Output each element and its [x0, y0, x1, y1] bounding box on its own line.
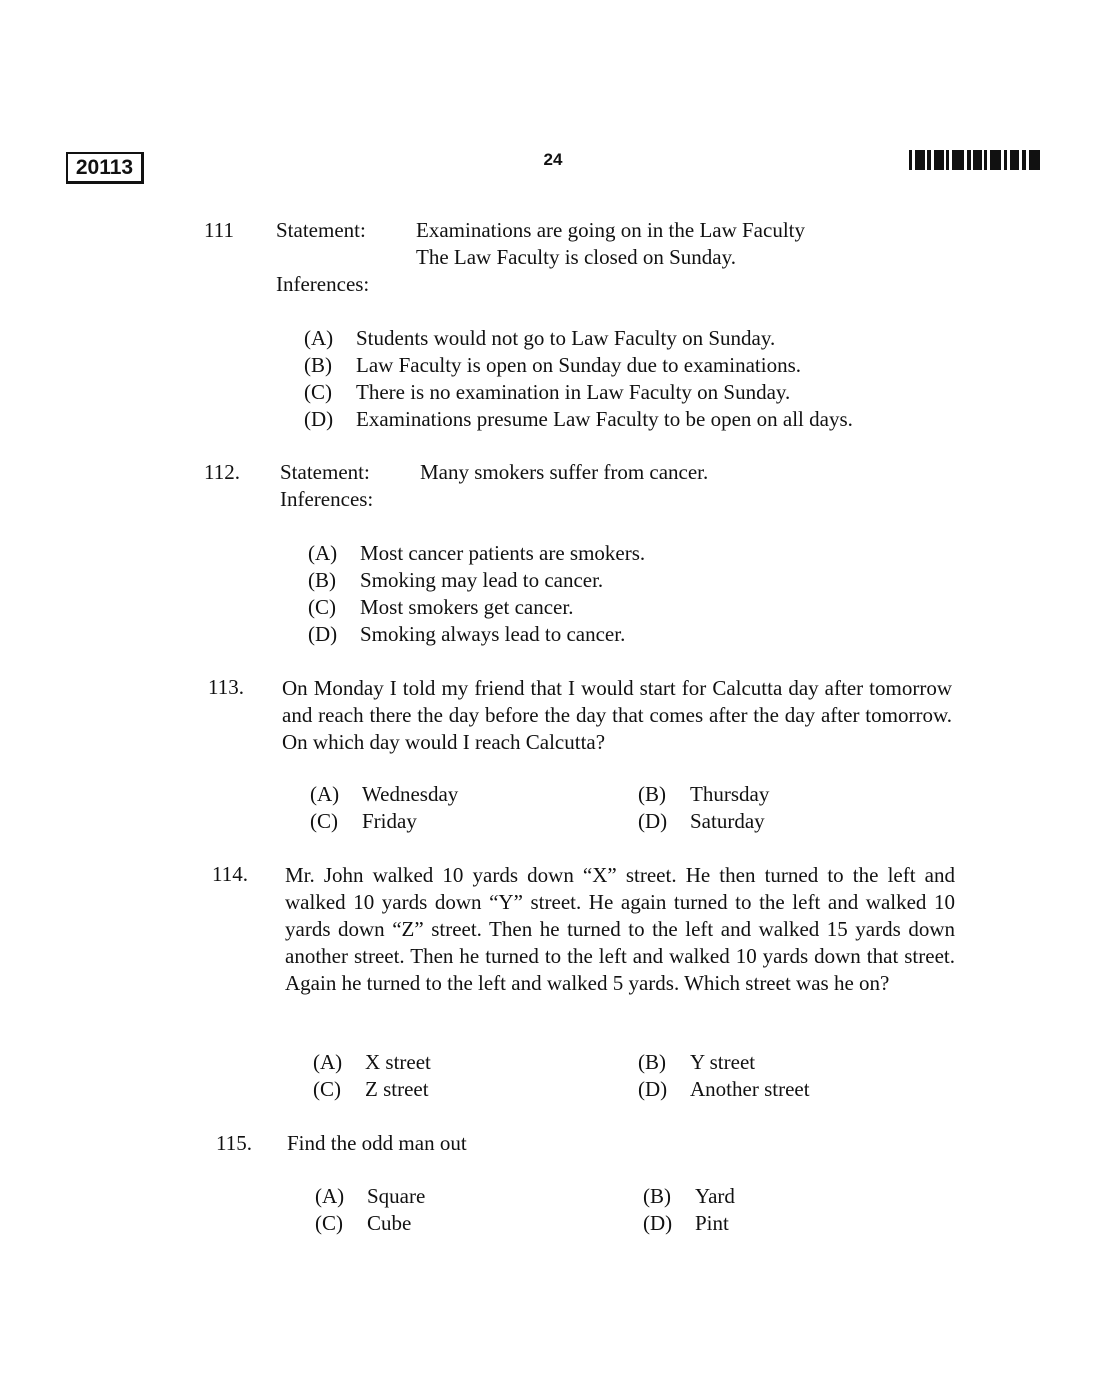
paper-code: 20113 [66, 152, 144, 184]
option-item: (B) Y street [638, 1050, 756, 1074]
question-number: 114. [212, 862, 248, 886]
option-item: (C) Friday [310, 809, 417, 833]
option-item: (D) Another street [638, 1077, 810, 1101]
option-item: (C) Z street [313, 1077, 429, 1101]
option-item: (B) Smoking may lead to cancer. [308, 568, 604, 592]
inferences-label: Inferences: [280, 487, 374, 511]
question-number: 113. [208, 675, 244, 699]
option-item: (D) Pint [643, 1211, 729, 1235]
question-text: Mr. John walked 10 yards down “X” street. He then turned to the left and walked 10 yards down “Y” street. He again turned to the left and walked 10 yards down “Z” street. Then he turned to the left and walked 15 yards down another street. Then he turned to the left and walked 10 yards down that street. Again he turned to the left and walked 5 yards. Which street was he on? [285, 863, 955, 995]
option-item: (D) Saturday [638, 809, 765, 833]
option-item: (A) X street [313, 1050, 431, 1074]
option-item: (C) Cube [315, 1211, 412, 1235]
statement-label: Statement: [276, 218, 366, 242]
statement-text: The Law Faculty is closed on Sunday. [416, 245, 736, 269]
option-item: (C) Most smokers get cancer. [308, 595, 574, 619]
inferences-label: Inferences: [276, 272, 370, 296]
option-item: (A) Wednesday [310, 782, 459, 806]
question-number: 111 [204, 218, 234, 242]
statement-label: Statement: [280, 460, 370, 484]
barcode-icon [909, 150, 1040, 170]
option-item: (D) Examinations presume Law Faculty to be open on all days. [304, 407, 853, 431]
option-item: (A) Students would not go to Law Faculty on Sunday. [304, 326, 776, 350]
option-item: (B) Law Faculty is open on Sunday due to examinations. [304, 353, 802, 377]
option-item: (D) Smoking always lead to cancer. [308, 622, 626, 646]
page-number: 24 [543, 150, 563, 169]
question-number: 112. [204, 460, 240, 484]
statement-text: Many smokers suffer from cancer. [420, 460, 709, 484]
option-item: (A) Most cancer patients are smokers. [308, 541, 646, 565]
question-text: On Monday I told my friend that I would start for Calcutta day after tomorrow and reach there the day before the day that comes after the day after tomorrow. On which day would I reach Calcutta? [282, 676, 952, 754]
question-text: Find the odd man out [287, 1131, 467, 1155]
option-item: (C) There is no examination in Law Faculty on Sunday. [304, 380, 791, 404]
statement-text: Examinations are going on in the Law Faculty [416, 218, 805, 242]
option-item: (B) Yard [643, 1184, 735, 1208]
option-item: (A) Square [315, 1184, 426, 1208]
question-number: 115. [216, 1131, 252, 1155]
option-item: (B) Thursday [638, 782, 770, 806]
